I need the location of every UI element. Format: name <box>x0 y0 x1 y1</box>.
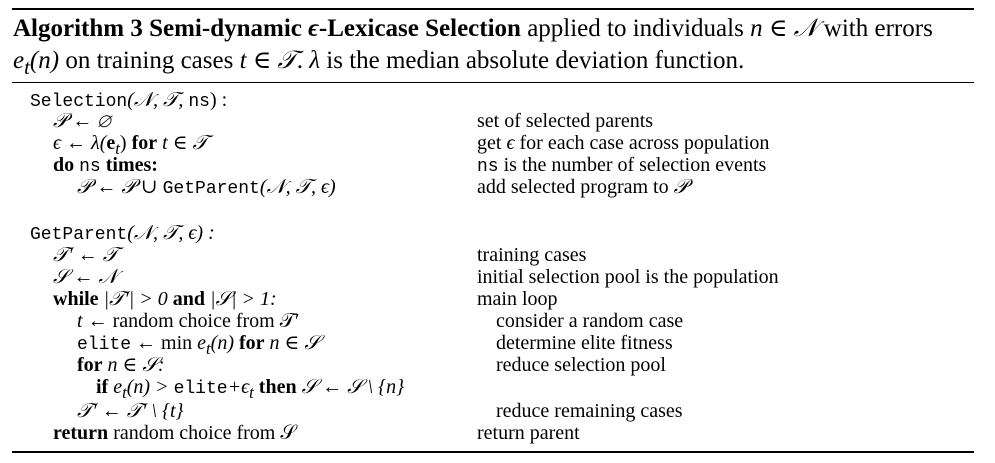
selection-comment-2: get ϵ for each case across population <box>477 132 770 154</box>
selection-line-4: 𝒫 ← 𝒫 ∪ GetParent(𝒩, 𝒯, ϵ) <box>77 176 336 199</box>
caption-text-3: on training cases <box>59 47 240 74</box>
getparent-comment-9: return parent <box>477 422 580 444</box>
caption-math-1: n ∈ 𝒩 <box>750 15 818 42</box>
caption-rule <box>12 82 974 83</box>
getparent-line-7: if $e_t(n)$ > $elite+\epsilon_t$ then 𝒮 ← 𝒮 \ {n} <box>96 376 405 402</box>
getparent-line-1: 𝒯′ ← 𝒯 <box>53 244 119 266</box>
selection-line-3: do ns times: <box>53 154 158 177</box>
selection-line-2: ϵ ← $\lambda(e_t)$ for t ∈ 𝒯 <box>53 132 208 158</box>
top-rule <box>12 8 974 10</box>
getparent-signature: GetParent(𝒩, 𝒯, ϵ) : <box>30 222 215 245</box>
selection-signature: Selection(𝒩, 𝒯, ns) : <box>30 89 228 112</box>
caption-math-2: $e_t(n)$ <box>13 47 60 79</box>
caption-math-4: λ <box>309 47 321 74</box>
selection-line-1: 𝒫 ← ∅ <box>53 110 111 132</box>
getparent-line-2: 𝒮 ← 𝒩 <box>53 266 118 288</box>
selection-comment-3: ns is the number of selection events <box>477 154 767 177</box>
getparent-comment-1: training cases <box>477 244 587 266</box>
caption-text-5: is the median absolute deviation function. <box>320 47 745 74</box>
caption-text-1: applied to individuals <box>520 15 751 42</box>
getparent-line-3: while |𝒯′| > 0 and |𝒮| > 1: <box>53 288 277 310</box>
getparent-line-5: elite ← $\min e_t(n)$ for n ∈ 𝒮 <box>77 332 320 358</box>
getparent-comment-2: initial selection pool is the population <box>477 266 779 288</box>
getparent-comment-5: determine elite fitness <box>496 332 673 354</box>
caption-text-4: . <box>296 47 310 74</box>
algorithm-label: Algorithm 3 <box>13 15 143 42</box>
selection-comment-4: add selected program to 𝒫 <box>477 176 689 198</box>
getparent-line-8: 𝒯′ ← 𝒯′ \ {t} <box>77 400 184 422</box>
getparent-line-6: for n ∈ 𝒮: <box>77 354 165 376</box>
selection-comment-1: set of selected parents <box>477 110 654 132</box>
algorithm-title: Semi-dynamic ϵ-Lexicase Selection <box>149 15 521 42</box>
caption-math-3: t ∈ 𝒯 <box>239 47 297 74</box>
algorithm-caption <box>13 13 973 83</box>
getparent-comment-3: main loop <box>477 288 558 310</box>
getparent-line-9: return random choice from 𝒮 <box>53 422 296 444</box>
bottom-rule <box>12 451 974 453</box>
getparent-comment-6: reduce selection pool <box>496 354 666 376</box>
caption-text-2: with errors <box>817 15 933 42</box>
getparent-comment-4: consider a random case <box>496 310 684 332</box>
getparent-line-4: t ← random choice from 𝒯′ <box>77 310 300 332</box>
getparent-comment-8: reduce remaining cases <box>496 400 683 422</box>
